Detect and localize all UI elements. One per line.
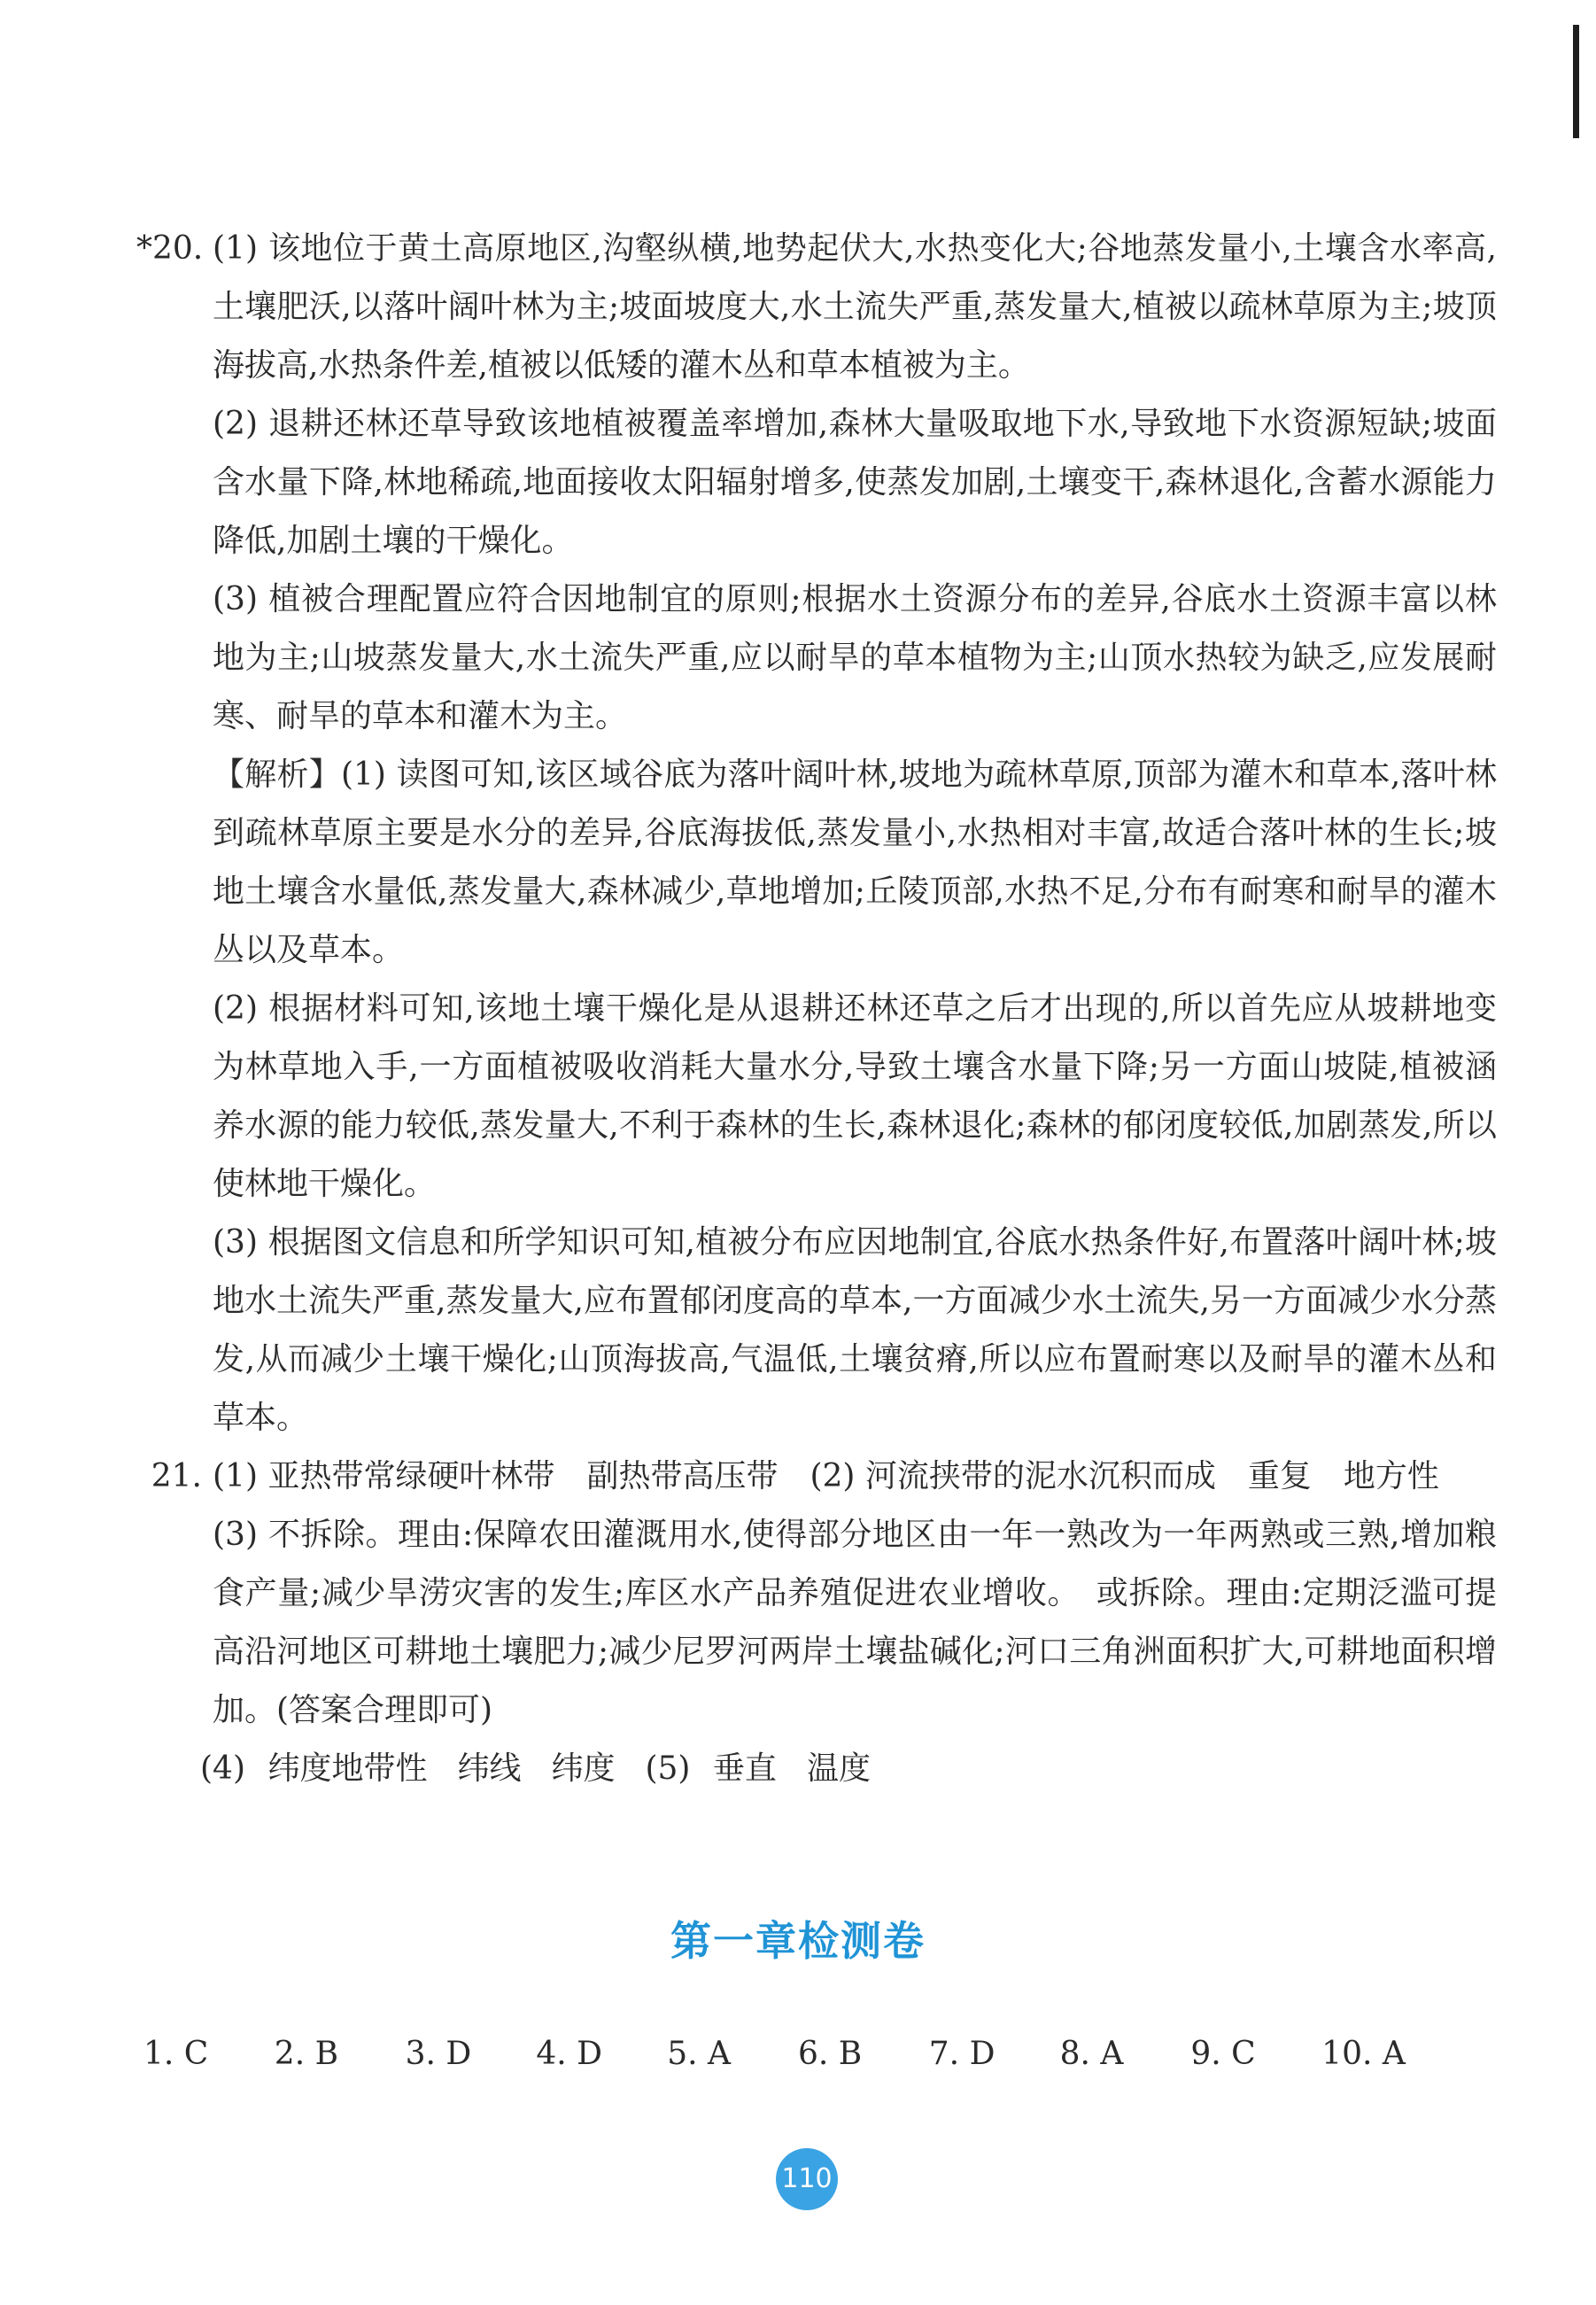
q20-analysis-1: 【解析】(1) 读图可知,该区域谷底为落叶阔叶林,坡地为疏林草原,顶部为灌木和草本,落叶林到疏林草原主要是水分的差异,谷底海拔低,蒸发量小,水热相对丰富,故适合落叶林的生长;坡地土壤含水量低,蒸发量大,森林减少,草地增加;丘陵顶部,水热不足,分布有耐寒和耐旱的灌木丛以及草本。 xyxy=(213,757,1497,968)
answer-content xyxy=(136,220,1497,1798)
answer-5: 5. A xyxy=(667,2036,731,2072)
answer-9: 9. C xyxy=(1190,2036,1256,2072)
answer-2: 2. B xyxy=(274,2036,339,2072)
q21-answer-b: 纬线 xyxy=(457,1750,522,1787)
answer-8: 8. A xyxy=(1059,2036,1124,2072)
q20-part3: (3) 植被合理配置应符合因地制宜的原则;根据水土资源分布的差异,谷底水土资源丰富以林地为主;山坡蒸发量大,水土流失严重,应以耐旱的草本植物为主;山顶水热较为缺乏,应发展耐寒、耐旱的草本和灌木为主。 xyxy=(213,581,1497,734)
q20-analysis-2: (2) 根据材料可知,该地土壤干燥化是从退耕还林还草之后才出现的,所以首先应从坡耕地变为林草地入手,一方面植被吸收消耗大量水分,导致土壤含水量下降;另一方面山坡陡,植被涵养水源的能力较低,蒸发量大,不利于森林的生长,森林退化;森林的郁闭度较低,加剧蒸发,所以使林地干燥化。 xyxy=(213,990,1497,1202)
q21-answer-c: 纬度 xyxy=(551,1750,616,1787)
q21-part3: (3) 不拆除。理由:保障农田灌溉用水,使得部分地区由一年一熟改为一年两熟或三熟,增加粮食产量;减少旱涝灾害的发生;库区水产品养殖促进农业增收。 或拆除。理由:定期泛滥可提高沿河地区可耕地土壤肥力;减少尼罗河两岸土壤盐碱化;河口三角洲面积扩大,可耕地面积增加。(答案合理即可) xyxy=(213,1517,1497,1728)
question-20-number: *20. xyxy=(136,230,204,267)
question-21 xyxy=(142,1447,1497,1798)
q20-part2: (2) 退耕还林还草导致该地植被覆盖率增加,森林大量吸取地下水,导致地下水资源短缺;坡面含水量下降,林地稀疏,地面接收太阳辐射增多,使蒸发加剧,土壤变干,森林退化,含蓄水源能力降低,加剧土壤的干燥化。 xyxy=(213,406,1497,559)
section-title: 第一章检测卷 xyxy=(670,1917,926,1965)
answer-10: 10. A xyxy=(1321,2036,1406,2072)
q21-answer-a: (4) 纬度地带性 xyxy=(200,1750,428,1787)
page-number-badge: 110 xyxy=(776,2148,838,2210)
answer-3: 3. D xyxy=(405,2036,472,2072)
multiple-choice-answers xyxy=(143,2036,1428,2072)
answer-1: 1. C xyxy=(143,2036,209,2072)
question-21-number: 21. xyxy=(151,1458,202,1494)
q21-part4-5 xyxy=(200,1740,1497,1798)
q20-analysis-3: (3) 根据图文信息和所学知识可知,植被分布应因地制宜,谷底水热条件好,布置落叶阔叶林;坡地水土流失严重,蒸发量大,应布置郁闭度高的草本,一方面减少水土流失,另一方面减少水分蒸发,从而减少土壤干燥化;山顶海拔高,气温低,土壤贫瘠,所以应布置耐寒以及耐旱的灌木丛和草本。 xyxy=(213,1224,1497,1436)
answer-7: 7. D xyxy=(928,2036,996,2072)
answer-4: 4. D xyxy=(536,2036,603,2072)
answer-6: 6. B xyxy=(797,2036,863,2072)
q21-answer-d: (5) 垂直 xyxy=(645,1750,777,1787)
q21-answer-e: 温度 xyxy=(806,1750,871,1787)
page-edge-mark xyxy=(1573,25,1579,138)
q21-part1-2: (1) 亚热带常绿硬叶林带 副热带高压带 (2) 河流挟带的泥水沉积而成 重复 地方性 xyxy=(213,1458,1439,1494)
q20-part1: (1) 该地位于黄土高原地区,沟壑纵横,地势起伏大,水热变化大;谷地蒸发量小,土壤含水率高,土壤肥沃,以落叶阔叶林为主;坡面坡度大,水土流失严重,蒸发量大,植被以疏林草原为主;坡顶海拔高,水热条件差,植被以低矮的灌木丛和草本植被为主。 xyxy=(213,230,1497,384)
question-20 xyxy=(136,220,1497,1447)
